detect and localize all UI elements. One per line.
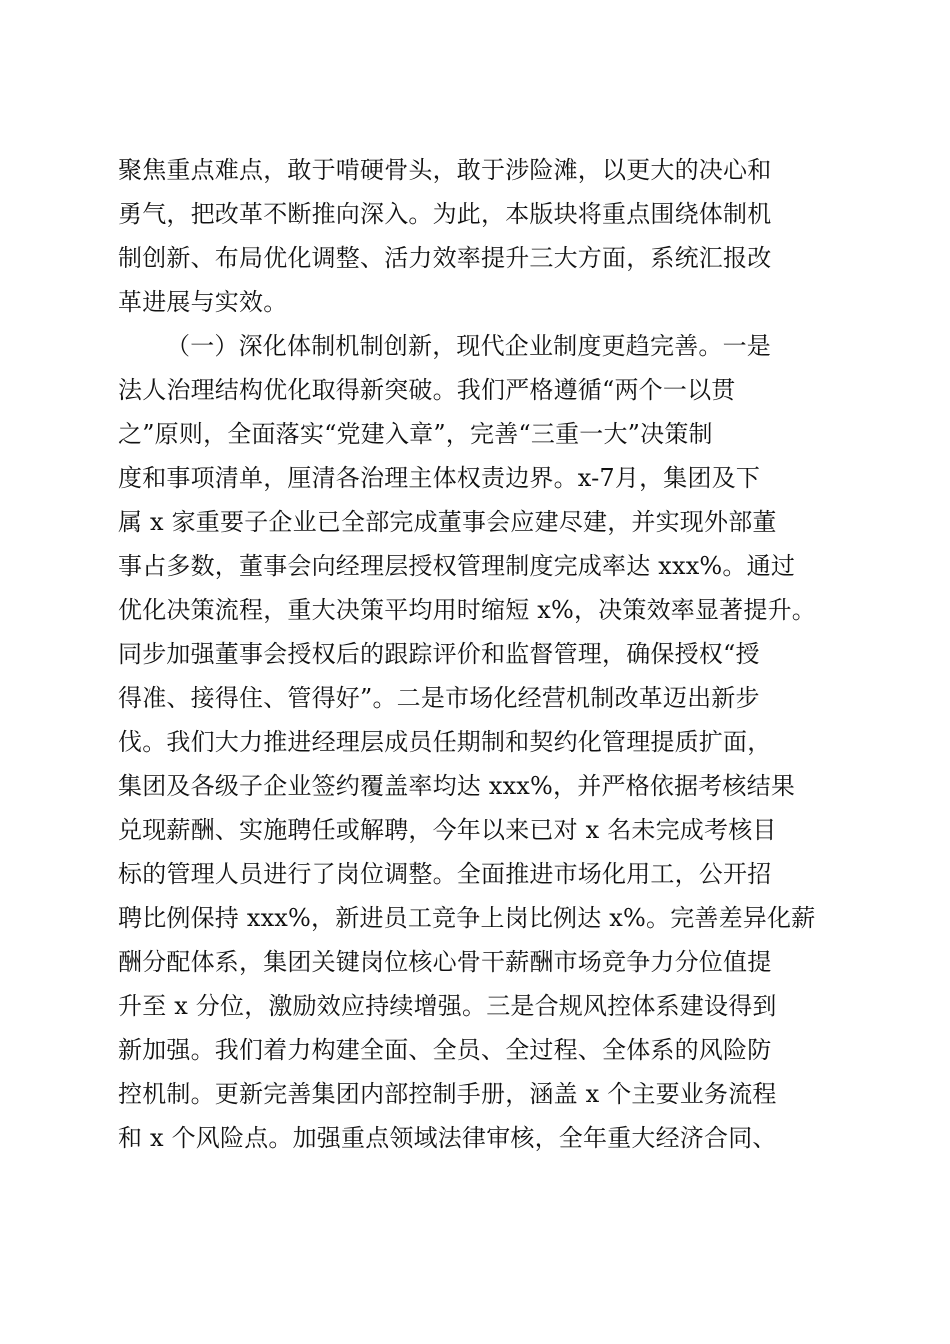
section-heading-line: （一）深化体制机制创新，现代企业制度更趋完善。一是 (166, 332, 771, 360)
text-line: 同步加强董事会授权后的跟踪评价和监督管理，确保授权“授 (118, 640, 760, 668)
text-line: 之”原则，全面落实“党建入章”，完善“三重一大”决策制 (118, 420, 713, 448)
text-line: 制创新、布局优化调整、活力效率提升三大方面，系统汇报改 (118, 244, 772, 272)
text-line: 事占多数，董事会向经理层授权管理制度完成率达 xxx%。通过 (118, 552, 796, 580)
text-line: 升至 x 分位，激励效应持续增强。三是合规风控体系建设得到 (118, 992, 777, 1020)
text-line: 优化决策流程，重大决策平均用时缩短 x%，决策效率显著提升。 (118, 596, 816, 624)
text-line: 酬分配体系，集团关键岗位核心骨干薪酬市场竞争力分位值提 (118, 948, 772, 976)
text-line: 法人治理结构优化取得新突破。我们严格遵循“两个一以贯 (118, 376, 736, 404)
text-line: 控机制。更新完善集团内部控制手册，涵盖 x 个主要业务流程 (118, 1080, 777, 1108)
text-line: 度和事项清单，厘清各治理主体权责边界。x-7月，集团及下 (118, 464, 761, 492)
text-line: 属 x 家重要子企业已全部完成董事会应建尽建，并实现外部董 (118, 508, 777, 536)
text-line: 革进展与实效。 (118, 288, 288, 316)
text-line: 新加强。我们着力构建全面、全员、全过程、全体系的风险防 (118, 1036, 772, 1064)
text-line: 勇气，把改革不断推向深入。为此，本版块将重点围绕体制机 (118, 200, 772, 228)
text-line: 聚焦重点难点，敢于啃硬骨头，敢于涉险滩，以更大的决心和 (118, 156, 772, 184)
text-line: 得准、接得住、管得好”。二是市场化经营机制改革迈出新步 (118, 684, 760, 712)
text-line: 和 x 个风险点。加强重点领域法律审核，全年重大经济合同、 (118, 1124, 777, 1152)
text-line: 集团及各级子企业签约覆盖率均达 xxx%，并严格依据考核结果 (118, 772, 796, 800)
text-line: 伐。我们大力推进经理层成员任期制和契约化管理提质扩面， (118, 728, 772, 756)
text-line: 聘比例保持 xxx%，新进员工竞争上岗比例达 x%。完善差异化薪 (118, 904, 816, 932)
text-line: 标的管理人员进行了岗位调整。全面推进市场化用工，公开招 (118, 860, 772, 888)
text-line: 兑现薪酬、实施聘任或解聘，今年以来已对 x 名未完成考核目 (118, 816, 777, 844)
